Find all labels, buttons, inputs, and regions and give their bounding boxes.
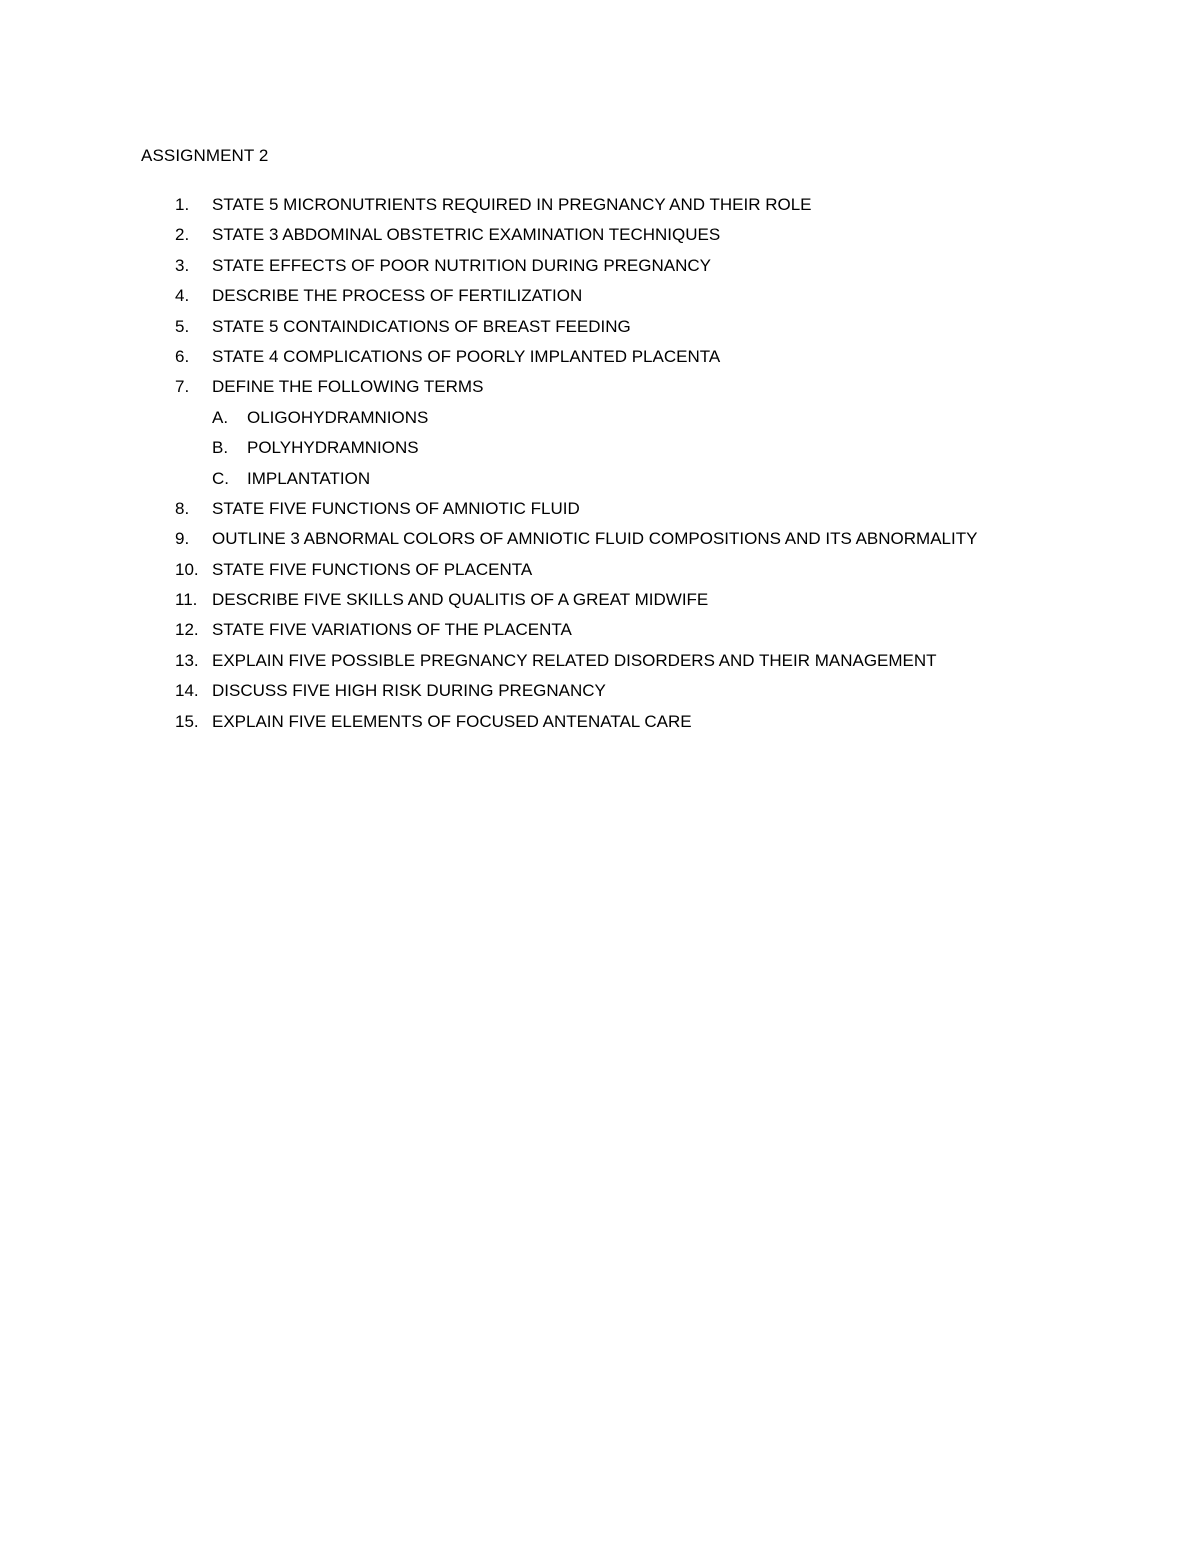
item-text: STATE 5 MICRONUTRIENTS REQUIRED IN PREGNANCY AND THEIR ROLE xyxy=(212,195,812,214)
list-item xyxy=(0,346,1200,376)
item-text: EXPLAIN FIVE POSSIBLE PREGNANCY RELATED DISORDERS AND THEIR MANAGEMENT xyxy=(212,650,937,670)
list-item xyxy=(0,376,1200,406)
list-item xyxy=(0,528,1200,558)
item-number: 1. xyxy=(175,195,190,214)
document-title: ASSIGNMENT 2 xyxy=(141,146,269,165)
sub-list-item xyxy=(0,468,1200,498)
item-number: C. xyxy=(212,468,229,488)
question-list xyxy=(0,194,1200,741)
item-number: 12. xyxy=(175,620,199,640)
item-number: 13. xyxy=(175,650,199,670)
item-text: STATE FIVE FUNCTIONS OF AMNIOTIC FLUID xyxy=(212,498,580,518)
item-text: DEFINE THE FOLLOWING TERMS xyxy=(212,377,484,397)
item-text: IMPLANTATION xyxy=(247,468,371,488)
list-item xyxy=(0,316,1200,346)
list-item xyxy=(0,589,1200,619)
item-number: 3. xyxy=(175,255,190,275)
list-item xyxy=(0,619,1200,649)
item-text: DISCUSS FIVE HIGH RISK DURING PREGNANCY xyxy=(212,681,606,701)
item-number: 11. xyxy=(175,590,198,610)
item-number: 8. xyxy=(175,498,190,518)
item-number: B. xyxy=(212,438,229,458)
item-number: 6. xyxy=(175,346,190,366)
item-number: 10. xyxy=(175,559,199,579)
item-text: STATE 5 CONTAINDICATIONS OF BREAST FEEDING xyxy=(212,316,631,336)
item-text: DESCRIBE FIVE SKILLS AND QUALITIS OF A GREAT MIDWIFE xyxy=(212,590,709,610)
item-text: OUTLINE 3 ABNORMAL COLORS OF AMNIOTIC FLUID COMPOSITIONS AND ITS ABNORMALITY xyxy=(212,529,978,549)
item-number: 5. xyxy=(175,316,190,336)
item-text: POLYHYDRAMNIONS xyxy=(247,438,419,458)
item-text: STATE 3 ABDOMINAL OBSTETRIC EXAMINATION TECHNIQUES xyxy=(212,225,721,245)
list-item xyxy=(0,498,1200,528)
item-number: 7. xyxy=(175,377,190,397)
item-number: 4. xyxy=(175,286,190,306)
list-item xyxy=(0,194,1200,224)
list-item xyxy=(0,255,1200,285)
item-number: A. xyxy=(212,407,229,427)
list-item xyxy=(0,285,1200,315)
item-number: 2. xyxy=(175,225,190,245)
list-item xyxy=(0,680,1200,710)
item-text: STATE 4 COMPLICATIONS OF POORLY IMPLANTED PLACENTA xyxy=(212,346,721,366)
item-text: DESCRIBE THE PROCESS OF FERTILIZATION xyxy=(212,286,583,306)
item-number: 14. xyxy=(175,681,199,701)
item-number: 9. xyxy=(175,529,190,549)
list-item xyxy=(0,650,1200,680)
item-text: OLIGOHYDRAMNIONS xyxy=(247,407,429,427)
sub-list-item xyxy=(0,407,1200,437)
item-text: STATE FIVE VARIATIONS OF THE PLACENTA xyxy=(212,620,572,640)
list-item xyxy=(0,224,1200,254)
list-item xyxy=(0,559,1200,589)
item-number: 15. xyxy=(175,711,199,731)
item-text: STATE EFFECTS OF POOR NUTRITION DURING PREGNANCY xyxy=(212,255,712,275)
item-text: EXPLAIN FIVE ELEMENTS OF FOCUSED ANTENATAL CARE xyxy=(212,711,692,731)
list-item xyxy=(0,711,1200,741)
sub-list-item xyxy=(0,437,1200,467)
item-text: STATE FIVE FUNCTIONS OF PLACENTA xyxy=(212,559,533,579)
